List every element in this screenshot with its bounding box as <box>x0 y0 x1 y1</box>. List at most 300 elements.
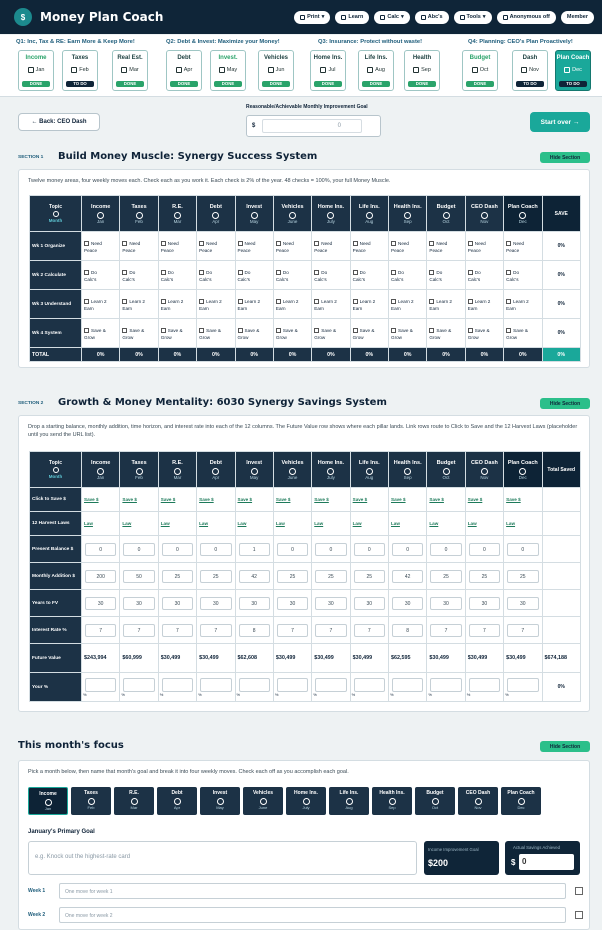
task-text: Learn 2 <box>513 299 529 304</box>
years-input[interactable]: 30 <box>200 597 231 610</box>
column-header <box>389 196 427 232</box>
future-value: $30,499 <box>273 644 311 673</box>
save-link[interactable]: Save $ <box>467 496 483 502</box>
row-percent: 0% <box>542 232 581 261</box>
link-cell <box>350 488 388 512</box>
hide-section2-button[interactable]: Hide Section <box>540 398 590 409</box>
law-link[interactable]: Law <box>314 520 324 526</box>
task-checkbox[interactable] <box>468 328 473 333</box>
pillar-card[interactable] <box>210 50 246 91</box>
task-text: Earn <box>122 306 133 311</box>
input-cell <box>312 617 350 644</box>
save-link[interactable]: Save $ <box>275 496 291 502</box>
task-checkbox[interactable] <box>84 241 89 246</box>
input-cell <box>197 617 235 644</box>
save-link[interactable]: Save $ <box>391 496 406 502</box>
your-pct-input[interactable] <box>162 678 193 692</box>
your-pct-input[interactable] <box>85 678 116 692</box>
topic-sub: Month <box>48 218 63 223</box>
app-title: Money Plan Coach <box>40 10 164 24</box>
quarter-heading: Q4: Planning: CEO's Plan Proactively! <box>468 39 573 45</box>
present-input[interactable]: 0 <box>315 543 346 556</box>
heart-icon <box>413 67 419 73</box>
task-checkbox[interactable] <box>506 299 511 304</box>
month-tab[interactable] <box>501 787 541 815</box>
your-pct-input[interactable] <box>354 678 385 692</box>
task-checkbox[interactable] <box>238 328 243 333</box>
pillar-name: Income <box>25 55 47 61</box>
pct-unit: % <box>159 691 164 697</box>
interest-input[interactable]: 7 <box>469 624 500 637</box>
umbrella-icon <box>346 798 353 805</box>
pillar-card[interactable] <box>62 50 98 91</box>
task-text: Earn <box>314 306 324 311</box>
save-link[interactable]: Save $ <box>237 496 253 502</box>
input-cell <box>389 590 427 617</box>
years-input[interactable]: 30 <box>392 597 423 610</box>
input-cell <box>158 617 196 644</box>
actual-savings-label: Actual Savings Achieved <box>513 845 561 850</box>
chevron-down-icon: ▾ <box>321 14 325 20</box>
future-value: $30,499 <box>312 644 350 673</box>
header-button[interactable] <box>374 11 409 24</box>
task-text: Learn 2 <box>474 299 491 304</box>
task-text: Earn <box>237 306 248 311</box>
dollar-icon <box>28 67 34 73</box>
task-checkbox[interactable] <box>238 299 243 304</box>
monthly-input[interactable]: 25 <box>315 570 346 583</box>
column-month: Aug <box>365 474 374 480</box>
column-header <box>312 196 350 232</box>
monthly-input[interactable]: 25 <box>469 570 500 583</box>
task-checkbox[interactable] <box>391 299 396 304</box>
your-pct-input[interactable] <box>239 678 270 692</box>
week-checkbox[interactable] <box>575 887 583 895</box>
header-button[interactable] <box>294 11 330 24</box>
task-checkbox[interactable] <box>84 328 89 333</box>
task-cell <box>273 232 311 261</box>
task-cell <box>389 261 427 290</box>
month-tab[interactable] <box>243 787 283 815</box>
present-input[interactable]: 0 <box>200 543 231 556</box>
save-link[interactable]: Save $ <box>506 496 521 502</box>
task-checkbox[interactable] <box>238 270 243 275</box>
header-button[interactable] <box>454 11 492 24</box>
your-pct-input[interactable] <box>507 678 538 692</box>
task-text: Peace <box>237 248 251 253</box>
pillar-card[interactable] <box>258 50 294 91</box>
interest-input[interactable]: 8 <box>392 624 423 637</box>
your-pct-input[interactable] <box>277 678 308 692</box>
task-checkbox[interactable] <box>314 241 319 246</box>
month-tab[interactable] <box>372 787 412 815</box>
total-cell: 0% <box>389 348 427 362</box>
interest-input[interactable]: 7 <box>354 624 385 637</box>
pillar-name: Home Ins. <box>313 55 343 61</box>
document-icon <box>88 798 95 805</box>
start-over-button[interactable]: Start over → <box>530 112 590 132</box>
back-ceo-dash-button[interactable]: ← Back: CEO Dash <box>18 113 100 131</box>
topic-label: Topic <box>49 460 62 466</box>
interest-input[interactable]: 7 <box>507 624 538 637</box>
tab-month: Sep <box>388 805 396 810</box>
present-input[interactable]: 0 <box>469 543 500 556</box>
pillar-card[interactable] <box>404 50 440 91</box>
law-link[interactable]: Law <box>391 520 400 526</box>
header-button[interactable] <box>497 11 556 24</box>
present-input[interactable]: 0 <box>354 543 385 556</box>
task-checkbox[interactable] <box>238 241 243 246</box>
pillar-card[interactable] <box>512 50 548 91</box>
task-checkbox[interactable] <box>468 270 473 275</box>
present-input[interactable]: 0 <box>123 543 154 556</box>
task-checkbox[interactable] <box>506 328 511 333</box>
house-icon <box>121 67 127 73</box>
week-input[interactable]: One move for week 2 <box>59 907 566 923</box>
task-text: Save & <box>282 328 298 333</box>
save-link[interactable]: Save $ <box>84 496 99 502</box>
task-checkbox[interactable] <box>429 270 434 275</box>
link-cell <box>427 488 465 512</box>
row-header: Years to FV <box>30 590 82 617</box>
column-month: Aug <box>365 218 374 224</box>
task-text: Grow <box>467 335 479 340</box>
pct-cell <box>197 673 235 702</box>
years-input[interactable]: 30 <box>315 597 346 610</box>
monthly-input[interactable]: 25 <box>430 570 461 583</box>
month-tab[interactable] <box>157 787 197 815</box>
column-name: CEO Dash <box>470 459 498 466</box>
status-badge: DONE <box>362 81 390 87</box>
task-checkbox[interactable] <box>429 241 434 246</box>
task-text: Grow <box>429 335 441 340</box>
input-cell <box>197 536 235 563</box>
years-input[interactable]: 30 <box>430 597 461 610</box>
law-link[interactable]: Law <box>429 520 439 526</box>
money-muscle-table <box>29 195 581 362</box>
hide-section1-button[interactable]: Hide Section <box>540 152 590 163</box>
pct-unit: % <box>121 691 125 697</box>
task-checkbox[interactable] <box>161 328 166 333</box>
task-checkbox[interactable] <box>161 241 166 246</box>
tab-name: Taxes <box>84 790 98 796</box>
monthly-input[interactable]: 42 <box>239 570 270 583</box>
header-button-label: Anonymous off <box>509 14 550 20</box>
law-link[interactable]: Law <box>237 520 247 526</box>
house-icon <box>174 468 181 475</box>
monthly-input[interactable]: 25 <box>162 570 193 583</box>
task-checkbox[interactable] <box>391 241 396 246</box>
column-header <box>504 196 542 232</box>
status-badge: DONE <box>116 81 144 87</box>
chevron-down-icon: ▾ <box>401 14 404 20</box>
task-checkbox[interactable] <box>314 328 319 333</box>
month-tab[interactable] <box>71 787 111 815</box>
task-checkbox[interactable] <box>122 328 127 333</box>
monthly-input[interactable]: 25 <box>507 570 538 583</box>
pct-cell <box>158 673 196 702</box>
pct-cell <box>389 673 427 702</box>
task-checkbox[interactable] <box>314 299 319 304</box>
law-link[interactable]: Law <box>275 520 285 526</box>
month-tab[interactable] <box>329 787 369 815</box>
task-text: Learn 2 <box>398 299 414 304</box>
task-checkbox[interactable] <box>353 328 358 333</box>
row-header: Interest Rate % <box>30 617 82 644</box>
present-input[interactable]: 0 <box>507 543 538 556</box>
week-checkbox[interactable] <box>575 911 583 919</box>
interest-input[interactable]: 7 <box>277 624 308 637</box>
your-pct-input[interactable] <box>392 678 423 692</box>
month-tab[interactable] <box>114 787 154 815</box>
section1-panel <box>18 169 590 368</box>
task-text: Save & <box>474 328 490 333</box>
task-checkbox[interactable] <box>506 241 511 246</box>
task-checkbox[interactable] <box>199 270 204 275</box>
pillar-month-label: Aug <box>375 67 385 73</box>
task-checkbox[interactable] <box>84 299 89 304</box>
input-cell <box>389 563 427 590</box>
pillar-card[interactable] <box>18 50 54 91</box>
present-input[interactable]: 0 <box>277 543 308 556</box>
pillar-card[interactable] <box>310 50 346 91</box>
present-input[interactable]: 0 <box>162 543 193 556</box>
pillar-card[interactable] <box>166 50 202 91</box>
link-cell <box>389 512 427 536</box>
column-name: Invest <box>246 203 263 210</box>
task-checkbox[interactable] <box>391 270 396 275</box>
column-month: Sep <box>403 474 412 480</box>
monthly-input[interactable]: 200 <box>85 570 116 583</box>
app-header <box>0 0 602 34</box>
task-checkbox[interactable] <box>468 241 473 246</box>
task-checkbox[interactable] <box>276 328 281 333</box>
column-header <box>158 196 196 232</box>
task-text: Save & <box>321 328 337 333</box>
law-link[interactable]: Law <box>199 520 209 526</box>
monthly-input[interactable]: 25 <box>200 570 231 583</box>
your-pct-input[interactable] <box>200 678 231 692</box>
row-header: Future Value <box>30 644 82 673</box>
task-text: Need <box>359 241 371 246</box>
save-link[interactable]: Save $ <box>429 496 444 502</box>
task-text: Save & <box>436 328 452 333</box>
monthly-input[interactable]: 25 <box>277 570 308 583</box>
row-header: Monthly Addition $ <box>30 563 82 590</box>
status-badge: DONE <box>466 81 494 87</box>
column-header <box>120 196 158 232</box>
years-input[interactable]: 30 <box>277 597 308 610</box>
task-checkbox[interactable] <box>276 241 281 246</box>
input-cell <box>235 590 273 617</box>
interest-input[interactable]: 8 <box>239 624 270 637</box>
task-cell <box>235 290 273 319</box>
present-input[interactable]: 0 <box>430 543 461 556</box>
task-checkbox[interactable] <box>429 328 434 333</box>
hide-focus-button[interactable]: Hide Section <box>540 741 590 752</box>
your-pct-input[interactable] <box>430 678 461 692</box>
input-cell <box>120 617 158 644</box>
task-text: Save & <box>359 328 375 333</box>
heart-icon <box>404 468 411 475</box>
interest-input[interactable]: 7 <box>200 624 231 637</box>
law-link[interactable]: Law <box>467 520 477 526</box>
years-input[interactable]: 30 <box>354 597 385 610</box>
task-text: Peace <box>122 248 136 253</box>
pillar-card[interactable] <box>358 50 394 91</box>
tab-name: R.E. <box>129 790 139 796</box>
tab-month: Aug <box>345 805 353 810</box>
actual-savings-input[interactable]: 0 <box>519 854 574 870</box>
row-header: Your % <box>30 673 82 702</box>
task-checkbox[interactable] <box>506 270 511 275</box>
column-header <box>389 452 427 488</box>
task-checkbox[interactable] <box>84 270 89 275</box>
header-button[interactable] <box>561 11 594 24</box>
interest-input[interactable]: 7 <box>85 624 116 637</box>
task-text: Learn 2 <box>129 299 145 304</box>
pct-cell <box>312 673 350 702</box>
pillar-name: Life Ins. <box>364 55 388 61</box>
pillar-month-label: Mar <box>129 67 139 73</box>
column-month: Jan <box>97 218 105 224</box>
tab-name: Income <box>39 791 57 797</box>
task-text: Save & <box>129 328 145 333</box>
month-tab[interactable] <box>286 787 326 815</box>
month-tab[interactable] <box>458 787 498 815</box>
task-checkbox[interactable] <box>122 270 127 275</box>
your-pct-input[interactable] <box>315 678 346 692</box>
years-input[interactable]: 30 <box>162 597 193 610</box>
law-link[interactable]: Law <box>160 520 170 526</box>
task-text: Need <box>474 241 486 246</box>
task-checkbox[interactable] <box>276 299 281 304</box>
task-text: Peace <box>199 248 213 253</box>
header-button[interactable] <box>415 11 449 24</box>
task-checkbox[interactable] <box>353 270 358 275</box>
grid-icon <box>481 468 488 475</box>
save-link[interactable]: Save $ <box>122 496 137 502</box>
link-cell <box>312 512 350 536</box>
task-text: Learn 2 <box>244 299 261 304</box>
monthly-input[interactable]: 25 <box>354 570 385 583</box>
pillar-name: Budget <box>469 55 491 61</box>
task-checkbox[interactable] <box>353 299 358 304</box>
task-text: Grow <box>506 335 518 340</box>
your-pct-input[interactable] <box>469 678 500 692</box>
law-link[interactable]: Law <box>84 520 93 526</box>
task-checkbox[interactable] <box>468 299 473 304</box>
interest-input[interactable]: 7 <box>315 624 346 637</box>
column-month: July <box>326 474 335 480</box>
present-input[interactable]: 0 <box>392 543 423 556</box>
task-checkbox[interactable] <box>314 270 319 275</box>
task-checkbox[interactable] <box>276 270 281 275</box>
interest-input[interactable]: 7 <box>430 624 461 637</box>
task-text: Need <box>398 241 409 246</box>
total-cell: 0% <box>427 348 465 362</box>
task-checkbox[interactable] <box>122 241 127 246</box>
future-value: $30,499 <box>465 644 503 673</box>
task-cell <box>465 232 503 261</box>
save-link[interactable]: Save $ <box>314 496 329 502</box>
task-text: Peace <box>314 248 328 253</box>
pillar-card[interactable] <box>112 50 148 91</box>
pillar-month <box>259 67 293 73</box>
save-link[interactable]: Save $ <box>352 496 368 502</box>
input-cell <box>312 563 350 590</box>
present-input[interactable]: 0 <box>85 543 116 556</box>
week-input[interactable]: One move for week 1 <box>59 883 566 899</box>
credit-card-icon <box>176 67 182 73</box>
row-percent: 0% <box>542 319 581 348</box>
law-link[interactable]: Law <box>352 520 362 526</box>
pillar-card[interactable] <box>462 50 498 91</box>
goal-input[interactable]: 0 <box>262 119 362 133</box>
pillar-card[interactable] <box>555 50 591 91</box>
law-link[interactable]: Law <box>122 520 132 526</box>
monthly-input[interactable]: 50 <box>123 570 154 583</box>
task-checkbox[interactable] <box>353 241 358 246</box>
header-button-label: Abc's <box>427 14 443 20</box>
task-checkbox[interactable] <box>199 241 204 246</box>
task-checkbox[interactable] <box>199 328 204 333</box>
link-cell <box>120 512 158 536</box>
years-input[interactable]: 30 <box>85 597 116 610</box>
task-checkbox[interactable] <box>429 299 434 304</box>
task-checkbox[interactable] <box>199 299 204 304</box>
pct-unit: % <box>83 691 87 697</box>
years-input[interactable]: 30 <box>469 597 500 610</box>
pillar-name: Vehicles <box>263 55 289 61</box>
years-input[interactable]: 30 <box>239 597 270 610</box>
years-input[interactable]: 30 <box>507 597 538 610</box>
gear-icon <box>460 15 465 20</box>
column-name: Vehicles <box>281 203 304 210</box>
present-input[interactable]: 1 <box>239 543 270 556</box>
monthly-input[interactable]: 42 <box>392 570 423 583</box>
month-tab[interactable] <box>200 787 240 815</box>
task-checkbox[interactable] <box>161 270 166 275</box>
section1-tag: SECTION 1 <box>18 155 44 160</box>
law-link[interactable]: Law <box>506 520 516 526</box>
task-cell <box>273 319 311 348</box>
save-link[interactable]: Save $ <box>199 496 214 502</box>
column-name: Health Ins. <box>393 203 422 210</box>
years-input[interactable]: 30 <box>123 597 154 610</box>
task-checkbox[interactable] <box>391 328 396 333</box>
column-month: Dec <box>518 474 527 480</box>
save-link[interactable]: Save $ <box>160 496 176 502</box>
income-goal-label: Income Improvement Goal <box>428 847 479 852</box>
total-cell: 0% <box>235 348 273 362</box>
credit-card-icon <box>174 798 181 805</box>
pillar-month <box>556 67 590 73</box>
interest-input[interactable]: 7 <box>162 624 193 637</box>
week-row <box>28 883 583 899</box>
column-header <box>82 452 120 488</box>
header-button[interactable] <box>335 11 369 24</box>
your-pct-input[interactable] <box>123 678 154 692</box>
month-tab[interactable] <box>28 787 68 815</box>
interest-input[interactable]: 7 <box>123 624 154 637</box>
primary-goal-input[interactable]: e.g. Knock out the highest-rate card <box>28 841 417 875</box>
task-text: Grow <box>391 335 402 340</box>
month-tab[interactable] <box>415 787 455 815</box>
header-button-label: Calc <box>387 14 399 20</box>
task-checkbox[interactable] <box>161 299 166 304</box>
task-checkbox[interactable] <box>122 299 127 304</box>
